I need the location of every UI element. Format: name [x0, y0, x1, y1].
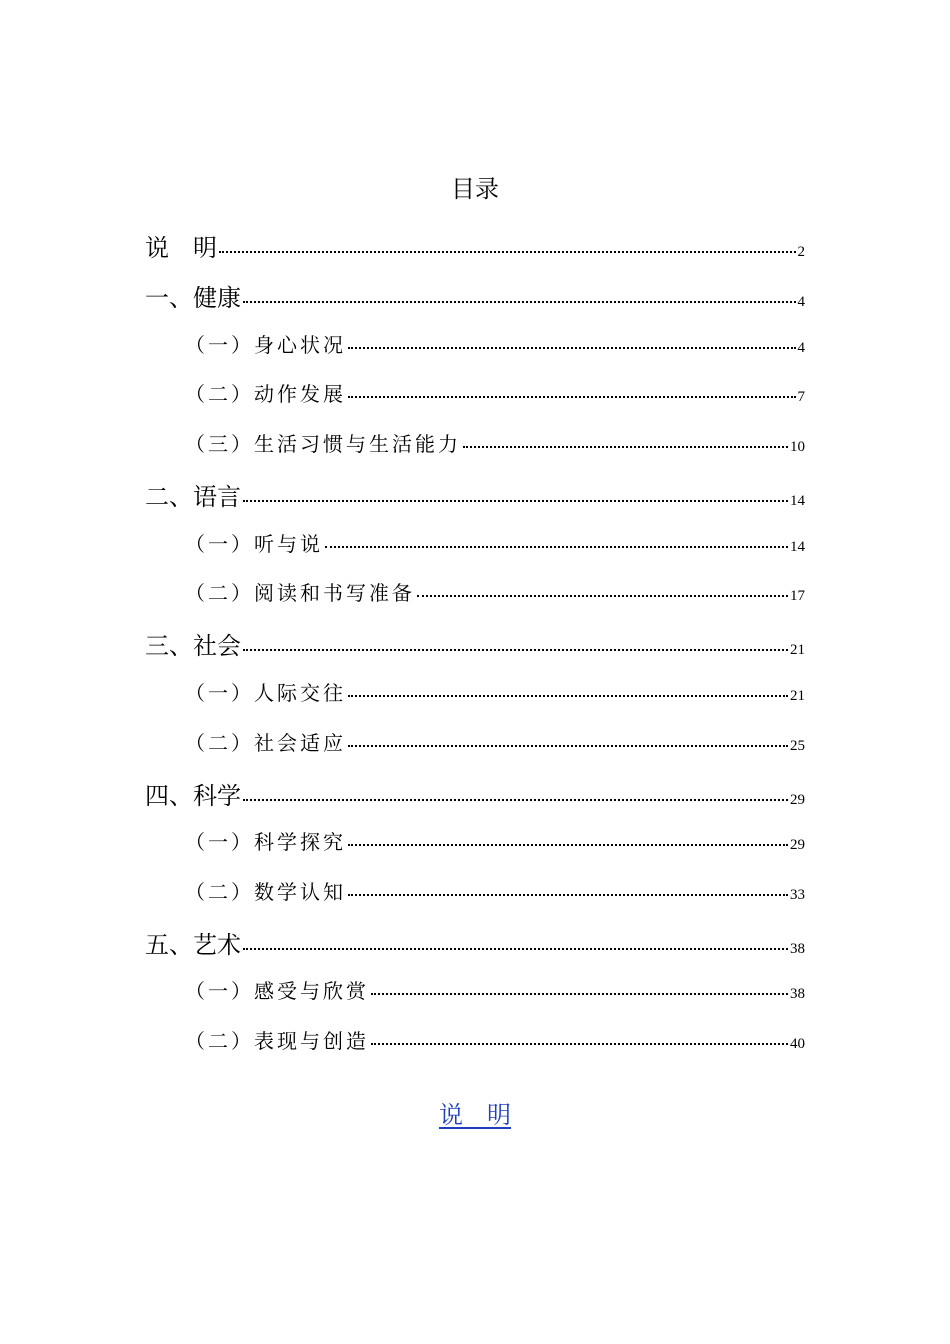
- toc-leader-dots: [325, 546, 788, 548]
- toc-entry-explanation[interactable]: [145, 228, 805, 262]
- toc-entry-label: 二、语言: [145, 483, 241, 511]
- toc-page-number: 38: [790, 941, 805, 957]
- toc-entry-science-1[interactable]: [185, 826, 805, 856]
- toc-page-number: 29: [790, 792, 805, 808]
- toc-leader-dots: [463, 446, 788, 448]
- toc-entry-language-1[interactable]: [185, 528, 805, 558]
- toc-page-number: 33: [790, 887, 805, 903]
- section-heading: [0, 1096, 950, 1134]
- toc-page-number: 2: [797, 244, 805, 260]
- toc-leader-dots: [371, 993, 788, 995]
- toc-leader-dots: [348, 396, 796, 398]
- toc-entry-label: （一）听与说: [185, 532, 323, 556]
- toc-entry-label: （一）身心状况: [185, 333, 346, 357]
- toc-leader-dots: [243, 649, 788, 651]
- toc-entry-health[interactable]: [145, 278, 805, 312]
- toc-entry-science[interactable]: [145, 776, 805, 810]
- toc-entry-label: （三）生活习惯与生活能力: [185, 432, 461, 456]
- toc-leader-dots: [348, 695, 788, 697]
- toc-leader-dots: [243, 301, 796, 303]
- toc-entry-label: （一）人际交往: [185, 681, 346, 705]
- toc-page-number: 21: [790, 688, 805, 704]
- toc-entry-label: （二）社会适应: [185, 731, 346, 755]
- section-heading-link[interactable]: 说 明: [439, 1101, 511, 1129]
- toc-entry-art-2[interactable]: [185, 1025, 805, 1055]
- toc-leader-dots: [243, 799, 788, 801]
- toc-entry-label: 说 明: [145, 234, 217, 262]
- toc-entry-society[interactable]: [145, 626, 805, 660]
- toc-page-number: 4: [797, 340, 805, 356]
- toc-page-number: 25: [790, 738, 805, 754]
- toc-entry-language-2[interactable]: [185, 577, 805, 607]
- toc-entry-society-1[interactable]: [185, 677, 805, 707]
- toc-entry-label: 三、社会: [145, 632, 241, 660]
- toc-entry-label: （一）感受与欣赏: [185, 979, 369, 1003]
- toc-entry-label: （一）科学探究: [185, 830, 346, 854]
- toc-leader-dots: [348, 745, 788, 747]
- toc-entry-society-2[interactable]: [185, 727, 805, 757]
- toc-leader-dots: [371, 1043, 788, 1045]
- toc-leader-dots: [417, 595, 788, 597]
- toc-leader-dots: [348, 844, 788, 846]
- toc-leader-dots: [243, 948, 788, 950]
- toc-page-number: 29: [790, 837, 805, 853]
- toc-leader-dots: [348, 347, 796, 349]
- toc-page-number: 21: [790, 642, 805, 658]
- toc-entry-science-2[interactable]: [185, 876, 805, 906]
- toc-entry-label: （二）阅读和书写准备: [185, 581, 415, 605]
- toc-entry-label: 四、科学: [145, 782, 241, 810]
- toc-page-number: 40: [790, 1036, 805, 1052]
- toc-page-number: 4: [797, 294, 805, 310]
- toc-entry-language[interactable]: [145, 477, 805, 511]
- toc-leader-dots: [219, 251, 796, 253]
- toc-leader-dots: [348, 894, 788, 896]
- toc-page-number: 14: [790, 539, 805, 555]
- toc-leader-dots: [243, 500, 788, 502]
- toc-entry-label: （二）动作发展: [185, 382, 346, 406]
- toc-entry-label: 五、艺术: [145, 931, 241, 959]
- toc-entry-art-1[interactable]: [185, 975, 805, 1005]
- toc-entry-health-1[interactable]: [185, 329, 805, 359]
- toc-entry-label: 一、健康: [145, 284, 241, 312]
- toc-entry-art[interactable]: [145, 925, 805, 959]
- toc-entry-label: （二）数学认知: [185, 880, 346, 904]
- toc-page-number: 17: [790, 588, 805, 604]
- toc-page-number: 38: [790, 986, 805, 1002]
- toc-entry-health-3[interactable]: [185, 428, 805, 458]
- toc-title: 目录: [451, 175, 499, 203]
- toc-page-number: 7: [797, 389, 805, 405]
- toc-page-number: 10: [790, 439, 805, 455]
- toc-entry-health-2[interactable]: [185, 378, 805, 408]
- toc-page-number: 14: [790, 493, 805, 509]
- toc-entry-label: （二）表现与创造: [185, 1029, 369, 1053]
